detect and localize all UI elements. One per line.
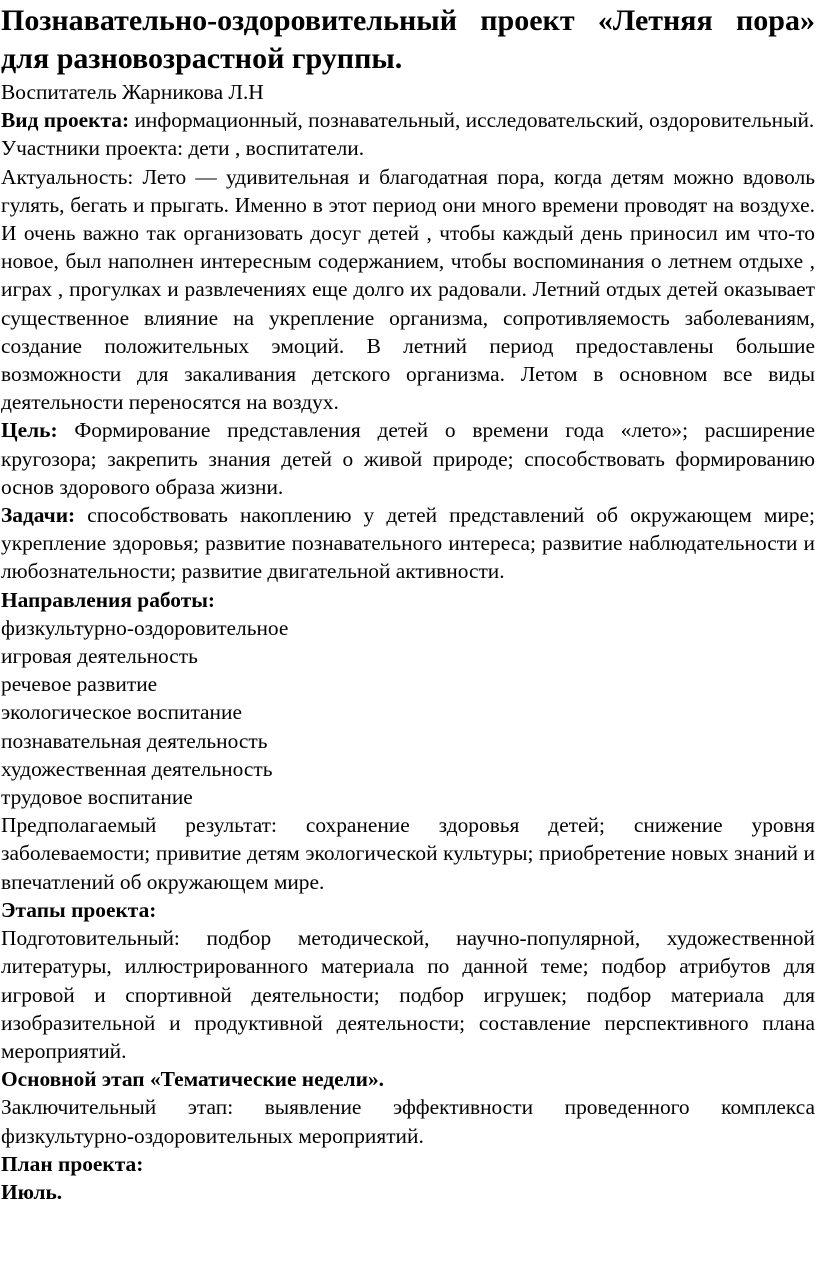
- list-item: трудовое воспитание: [1, 785, 193, 810]
- goal-paragraph: [1, 416, 815, 501]
- project-type-text: информационный, познавательный, исследовательский, оздоровительный.: [129, 108, 815, 133]
- plan-month: Июль.: [1, 1179, 63, 1204]
- list-item: экологическое воспитание: [1, 700, 242, 725]
- list-item: физкультурно-оздоровительное: [1, 615, 289, 640]
- plan-heading: План проекта:: [1, 1151, 144, 1176]
- author-line: Воспитатель Жарникова Л.Н: [1, 80, 264, 104]
- expected-result-paragraph: Предполагаемый результат: сохранение здоровья детей; снижение уровня заболеваемости; привитие детям экологической культуры; приобретение новых знаний и впечатлений об окружающем мире.: [1, 813, 815, 894]
- goal-label: Цель:: [1, 418, 58, 443]
- participants-paragraph: Участники проекта: дети , воспитатели.: [1, 136, 365, 161]
- list-item: речевое развитие: [1, 672, 158, 697]
- tasks-text: способствовать накоплению у детей представлений об окружающем мире; укрепление здоровья; развитие познавательного интереса; развитие наблюдательности и любознательности; развитие двигательной активности.: [1, 503, 815, 584]
- project-type-label: Вид проекта:: [1, 108, 130, 133]
- list-item: художественная деятельность: [1, 756, 273, 781]
- goal-text: Формирование представления детей о времени года «лето»; расширение кругозора; закрепить знания детей о живой природе; способствовать формированию основ здорового образа жизни.: [1, 418, 815, 499]
- stages-heading: Этапы проекта:: [1, 897, 157, 922]
- final-stage-paragraph: Заключительный этап: выявление эффективности проведенного комплекса физкультурно-оздоровительных мероприятий.: [1, 1095, 815, 1148]
- tasks-paragraph: [1, 501, 815, 586]
- directions-heading: Направления работы:: [1, 587, 216, 612]
- preparatory-stage-paragraph: Подготовительный: подбор методической, научно-популярной, художественной литературы, иллюстрированного материала по данной теме; подбор атрибутов для игровой и спортивной деятельности; подбор игрушек; подбор материала для изобразительной и продуктивной деятельности; составление перспективного плана мероприятий.: [1, 926, 815, 1063]
- directions-list: [1, 614, 815, 811]
- document-title: Познавательно-оздоровительный проект «Летняя пора» для разновозрастной группы.: [1, 4, 815, 75]
- main-stage-heading: Основной этап «Тематические недели».: [1, 1067, 385, 1092]
- project-type-paragraph: [1, 106, 815, 134]
- list-item: познавательная деятельность: [1, 728, 268, 753]
- list-item: игровая деятельность: [1, 644, 198, 669]
- tasks-label: Задачи:: [1, 503, 76, 528]
- relevance-paragraph: Актуальность: Лето — удивительная и благодатная пора, когда детям можно вдоволь гулять, бегать и прыгать. Именно в этот период они много времени проводят на воздухе. И очень важно так организовать досуг детей , чтобы каждый день приносил им что-то новое, был наполнен интересным содержанием, чтобы воспоминания о летнем отдыхе , играх , прогулках и развлечениях еще долго их радовали. Летний отдых детей оказывает существенное влияние на укрепление организма, сопротивляемость заболеваниям, создание положительных эмоций. В летний период предоставлены большие возможности для закаливания детского организма. Летом в основном все виды деятельности переносятся на воздух.: [1, 164, 815, 415]
